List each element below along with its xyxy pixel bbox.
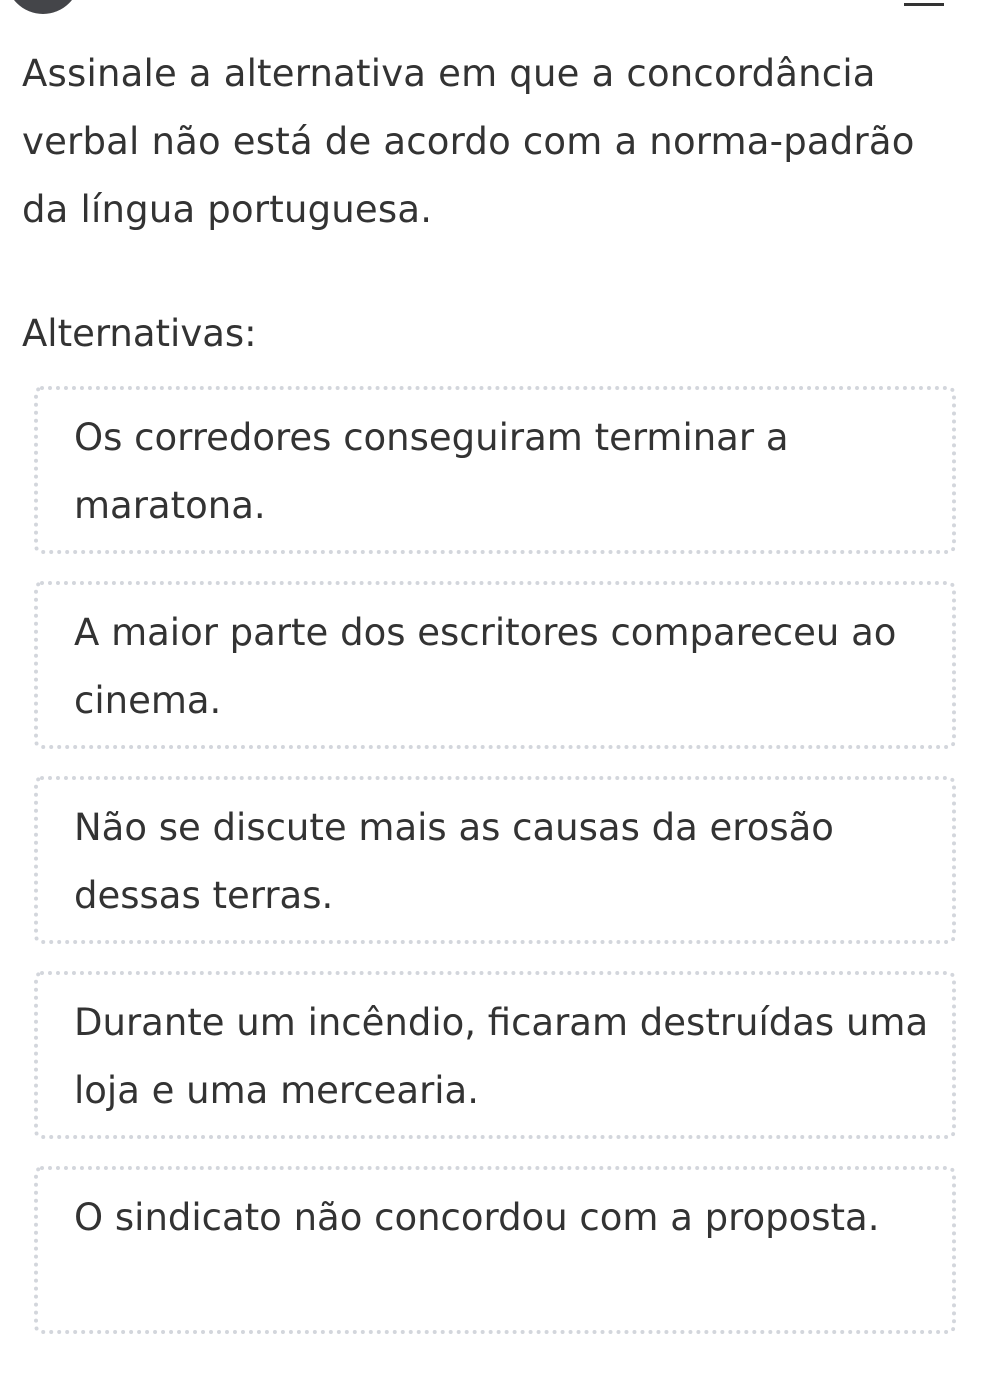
alternative-option-2[interactable]: [34, 581, 956, 749]
alternative-option-text: Não se discute mais as causas da erosão dessas terras.: [74, 806, 834, 917]
alternative-option-text: Os corredores conseguiram terminar a maratona.: [74, 416, 789, 527]
alternative-option-1[interactable]: [34, 386, 956, 554]
question-text: Assinale a alternativa em que a concordância verbal não está de acordo com a norma-padrão da língua portuguesa.: [22, 52, 915, 231]
menu-icon[interactable]: [904, 0, 944, 6]
alternative-option-5[interactable]: [34, 1166, 956, 1334]
avatar[interactable]: [6, 0, 80, 14]
alternative-option-4[interactable]: [34, 971, 956, 1139]
alternative-option-3[interactable]: [34, 776, 956, 944]
alternative-option-text: A maior parte dos escritores compareceu ao cinema.: [74, 611, 897, 722]
alternative-option-text: Durante um incêndio, ficaram destruídas uma loja e uma mercearia.: [74, 1001, 929, 1112]
alternatives-heading: Alternativas:: [22, 312, 257, 355]
alternative-option-text: O sindicato não concordou com a proposta.: [74, 1196, 880, 1239]
